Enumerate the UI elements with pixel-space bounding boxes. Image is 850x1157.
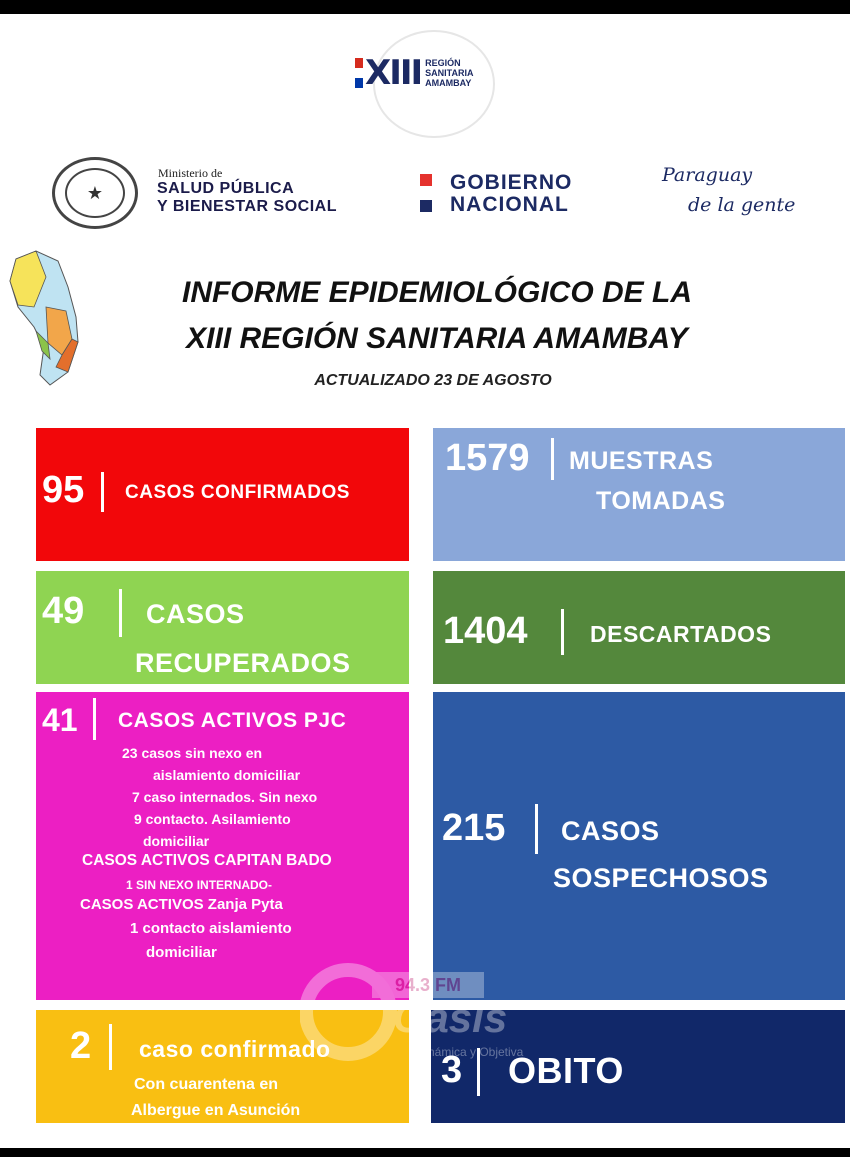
slogan-logo: Paraguay de la gente <box>662 164 796 216</box>
recovered-label-line2: RECUPERADOS <box>135 648 351 678</box>
samples-label-line2: TOMADAS <box>596 487 726 515</box>
shelter-detail-line2: Albergue en Asunción <box>131 1102 301 1119</box>
recovered-count: 49 <box>42 590 85 632</box>
active-detail: 23 casos sin nexo en <box>122 745 263 761</box>
recovered-box <box>36 571 409 684</box>
shelter-count: 2 <box>70 1025 92 1067</box>
active-detail: 1 SIN NEXO INTERNADO- <box>126 878 273 892</box>
active-detail: 7 caso internados. Sin nexo <box>132 789 318 805</box>
deaths-label: OBITO <box>508 1050 624 1091</box>
active-count: 41 <box>42 702 78 738</box>
samples-label-line1: MUESTRAS <box>569 447 714 475</box>
active-detail: domiciliar <box>146 944 217 961</box>
suspected-label-line2: SOSPECHOSOS <box>553 863 769 893</box>
ministry-small-text: Ministerio de <box>158 166 223 180</box>
suspected-count: 215 <box>442 807 506 849</box>
active-detail: CASOS ACTIVOS Zanja Pyta <box>80 896 283 913</box>
report-title-line1: INFORME EPIDEMIOLÓGICO DE LA <box>181 276 692 309</box>
discarded-box <box>433 571 845 684</box>
confirmed-count: 95 <box>42 469 85 511</box>
shelter-detail-line1: Con cuarentena en <box>134 1076 279 1093</box>
watermark-name: Oasis <box>392 994 508 1041</box>
active-detail: 9 contacto. Asilamiento <box>134 811 291 827</box>
shelter-label: caso confirmado <box>139 1036 331 1062</box>
flag-icon <box>355 58 363 88</box>
active-label: CASOS ACTIVOS PJC <box>118 709 347 732</box>
recovered-label-line1: CASOS <box>146 599 245 629</box>
top-black-bar <box>0 0 850 14</box>
active-detail: domiciliar <box>143 833 210 849</box>
samples-box <box>433 428 845 561</box>
suspected-label-line1: CASOS <box>561 816 660 846</box>
confirmed-cases-box <box>36 428 409 561</box>
red-square-icon <box>420 174 432 186</box>
confirmed-label: CASOS CONFIRMADOS <box>125 482 350 503</box>
active-detail: 1 contacto aislamiento <box>130 920 292 937</box>
region-numeral: XIII <box>365 53 422 93</box>
report-title-line2: XIII REGIÓN SANITARIA AMAMBAY <box>186 322 688 355</box>
region-logo-text: REGIÓN SANITARIA AMAMBAY <box>425 58 474 88</box>
radio-oasis-watermark-logo <box>300 960 540 1070</box>
updated-date: ACTUALIZADO 23 DE AGOSTO <box>314 372 552 389</box>
national-seal-icon: ★ <box>52 157 138 229</box>
region-logo <box>355 53 474 93</box>
samples-count: 1579 <box>445 437 530 479</box>
watermark-frequency: 94.3 FM <box>394 975 462 995</box>
active-detail: aislamiento domiciliar <box>153 767 301 783</box>
watermark-tagline: Dinámica y Objetiva <box>416 1045 524 1059</box>
suspected-box <box>433 692 845 1000</box>
active-detail: CASOS ACTIVOS CAPITAN BADO <box>82 852 332 869</box>
discarded-count: 1404 <box>443 610 528 652</box>
active-cases-box <box>36 692 409 1000</box>
amambay-map-icon <box>6 247 86 387</box>
ministry-name: SALUD PÚBLICA Y BIENESTAR SOCIAL <box>157 180 337 215</box>
blue-square-icon <box>420 200 432 212</box>
bottom-black-bar <box>0 1148 850 1157</box>
deaths-count: 3 <box>441 1049 463 1091</box>
discarded-label: DESCARTADOS <box>590 621 772 647</box>
